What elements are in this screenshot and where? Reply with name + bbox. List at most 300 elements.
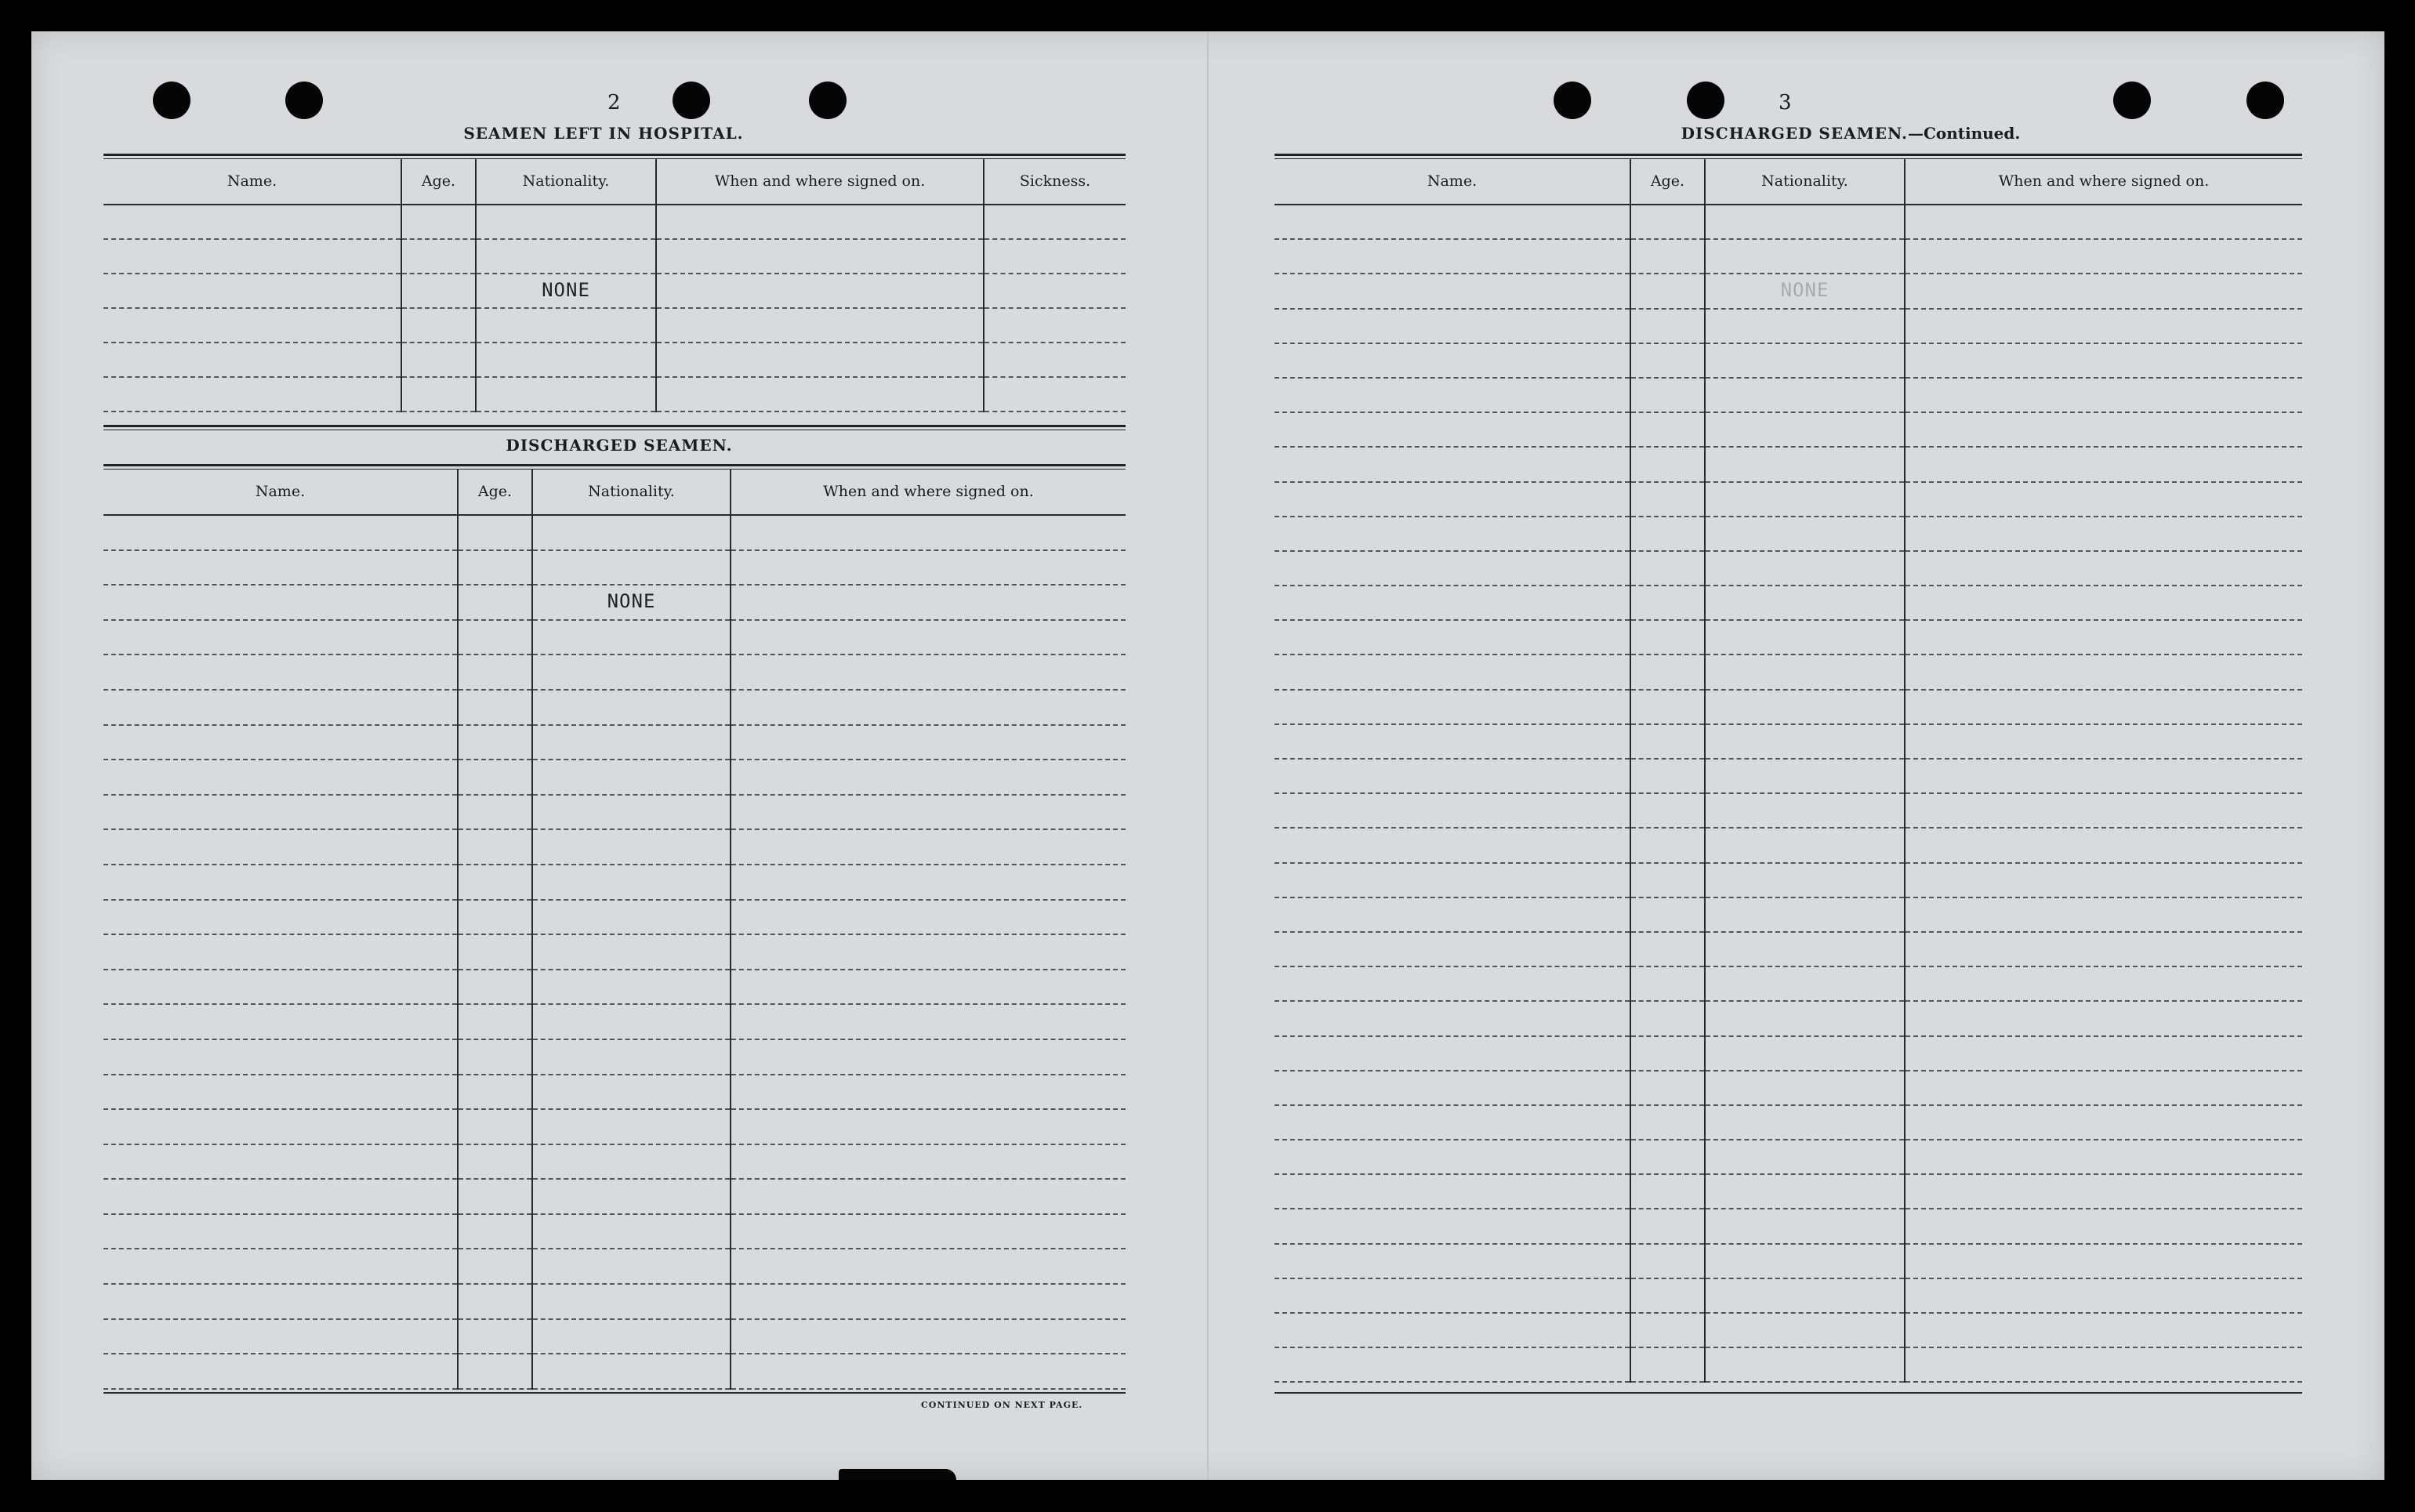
table-cell [1275, 551, 1630, 586]
table-cell [1275, 412, 1630, 447]
table-cell [1705, 690, 1905, 724]
table-row [1275, 412, 2302, 447]
table-cell [1705, 1140, 1905, 1174]
table-cell [1905, 1244, 2302, 1278]
table-cell [1905, 517, 2302, 551]
table-row [1275, 724, 2302, 759]
table-cell [1705, 551, 1905, 586]
table-cell [401, 239, 476, 274]
table-row [1275, 690, 2302, 724]
table-cell [1705, 1347, 1905, 1382]
table-cell [1905, 897, 2302, 932]
table-cell [458, 654, 532, 690]
table-cell [1705, 828, 1905, 862]
table-cell [103, 620, 458, 655]
table-cell [1905, 654, 2302, 689]
table-cell [1705, 966, 1905, 1001]
table-cell [103, 900, 458, 935]
table-cell [532, 1004, 731, 1039]
table-row [1275, 1174, 2302, 1209]
table-cell [731, 970, 1126, 1005]
table-row [1275, 759, 2302, 793]
punch-hole [2246, 82, 2284, 119]
table-row [1275, 343, 2302, 378]
table-row [103, 1039, 1126, 1075]
title-main: DISCHARGED SEAMEN. [1681, 124, 1908, 143]
table-row [103, 654, 1126, 690]
table-cell [1630, 897, 1705, 932]
table-cell [532, 585, 731, 620]
table-cell [1630, 517, 1705, 551]
table-cell [532, 725, 731, 760]
table-cell [1705, 1174, 1905, 1209]
column-header-nationality: Nationality. [1705, 158, 1905, 205]
table-cell [1275, 586, 1630, 620]
table-cell [532, 1214, 731, 1249]
table-cell [1275, 517, 1630, 551]
column-header-age: Age. [458, 469, 532, 515]
table-cell [458, 970, 532, 1005]
table-cell [1905, 828, 2302, 862]
table-row [1275, 274, 2302, 308]
table-cell [532, 1319, 731, 1354]
table-cell [1275, 863, 1630, 897]
discharged-section-title: DISCHARGED SEAMEN. [506, 436, 733, 455]
table-cell [532, 970, 731, 1005]
page-number: 3 [1779, 91, 1792, 114]
title-rule [1275, 154, 2302, 156]
column-header-signed-on: When and where signed on. [1905, 158, 2302, 205]
table-cell [458, 900, 532, 935]
typed-entry: NONE [1780, 279, 1829, 302]
table-cell [103, 550, 458, 586]
table-cell [1705, 759, 1905, 793]
table-cell [1630, 1174, 1705, 1209]
table-row [1275, 378, 2302, 412]
table-cell [1705, 378, 1905, 412]
table-cell [1275, 309, 1630, 343]
table-row [1275, 863, 2302, 897]
table-cell [458, 934, 532, 970]
table-cell [103, 654, 458, 690]
table-row [103, 900, 1126, 935]
table-row [1275, 239, 2302, 274]
table-cell [731, 900, 1126, 935]
table-cell [1275, 1105, 1630, 1140]
table-cell [1275, 1174, 1630, 1209]
table-cell [1705, 517, 1905, 551]
discharged-continued-table [1275, 158, 2302, 1383]
punch-hole [285, 82, 323, 119]
table-cell [458, 1075, 532, 1110]
page-number: 2 [607, 91, 621, 114]
typed-entry: NONE [542, 279, 590, 301]
table-cell [103, 1004, 458, 1039]
table-cell [103, 725, 458, 760]
table-cell [731, 1284, 1126, 1319]
table-cell [1705, 1105, 1905, 1140]
table-cell [401, 274, 476, 308]
title-rule [103, 154, 1126, 156]
column-header-name: Name. [1275, 158, 1630, 205]
table-cell [1630, 1209, 1705, 1243]
column-header-nationality: Nationality. [476, 158, 656, 205]
column-header-nationality: Nationality. [532, 469, 731, 515]
table-cell [458, 1249, 532, 1284]
table-row [103, 1075, 1126, 1110]
table-cell [731, 1144, 1126, 1180]
table-cell [1905, 620, 2302, 654]
table-cell [532, 1354, 731, 1389]
table-cell [103, 1319, 458, 1354]
table-cell [1630, 447, 1705, 481]
table-cell [1275, 897, 1630, 932]
table-cell [1705, 1244, 1905, 1278]
table-cell [458, 725, 532, 760]
column-header-signed-on: When and where signed on. [656, 158, 984, 205]
table-row [1275, 1001, 2302, 1035]
table-row [103, 1249, 1126, 1284]
table-row [103, 377, 1126, 412]
table-cell [103, 795, 458, 830]
table-cell [103, 239, 401, 274]
table-row [103, 934, 1126, 970]
table-cell [103, 205, 401, 239]
table-row [103, 829, 1126, 865]
table-row [1275, 897, 2302, 932]
ledger-sheet [31, 31, 2384, 1480]
table-cell [532, 795, 731, 830]
table-cell [731, 1004, 1126, 1039]
right-page [1208, 31, 2384, 1480]
table-cell [532, 690, 731, 725]
table-cell [1630, 620, 1705, 654]
table-row [103, 970, 1126, 1005]
table-row [103, 725, 1126, 760]
table-cell [103, 377, 401, 412]
table-cell [984, 377, 1126, 412]
binder-tab [839, 1469, 956, 1480]
table-cell [103, 308, 401, 343]
left-page [31, 31, 1207, 1480]
table-cell [1705, 897, 1905, 932]
table-cell [1275, 378, 1630, 412]
table-cell [1905, 1001, 2302, 1035]
table-cell [458, 1354, 532, 1389]
table-row [1275, 1278, 2302, 1313]
table-cell [1630, 932, 1705, 966]
table-cell [731, 865, 1126, 900]
table-cell [103, 1284, 458, 1319]
table-cell [1905, 759, 2302, 793]
table-cell [731, 1075, 1126, 1110]
table-cell [532, 1039, 731, 1075]
table-cell [656, 343, 984, 377]
table-row [103, 690, 1126, 725]
table-cell [1275, 759, 1630, 793]
table-cell [1905, 239, 2302, 274]
table-cell [1275, 828, 1630, 862]
table-cell [1705, 724, 1905, 759]
table-cell [1905, 932, 2302, 966]
table-row [103, 239, 1126, 274]
table-cell [1630, 1036, 1705, 1071]
table-row [1275, 1071, 2302, 1105]
punch-hole [809, 82, 847, 119]
table-cell [1630, 1001, 1705, 1035]
table-cell [1705, 654, 1905, 689]
table-cell [1705, 1036, 1905, 1071]
table-cell [1705, 586, 1905, 620]
table-row [1275, 1140, 2302, 1174]
table-cell [458, 1039, 532, 1075]
table-cell [1275, 1036, 1630, 1071]
table-cell [1905, 1174, 2302, 1209]
table-cell [458, 1319, 532, 1354]
table-cell [1630, 378, 1705, 412]
table-row [1275, 1105, 2302, 1140]
table-cell [458, 1214, 532, 1249]
table-cell [458, 829, 532, 865]
table-cell [1905, 863, 2302, 897]
table-cell [1630, 828, 1705, 862]
table-cell [1275, 343, 1630, 378]
table-cell [1905, 412, 2302, 447]
table-cell [656, 377, 984, 412]
table-cell [1905, 966, 2302, 1001]
column-header-sickness: Sickness. [984, 158, 1126, 205]
table-cell [1905, 1036, 2302, 1071]
table-cell [1630, 482, 1705, 517]
table-cell [1630, 586, 1705, 620]
table-cell [1905, 1209, 2302, 1243]
table-row [103, 620, 1126, 655]
table-cell [532, 550, 731, 586]
table-cell [1705, 1001, 1905, 1035]
table-cell [984, 343, 1126, 377]
table-cell [1905, 378, 2302, 412]
table-cell [1275, 793, 1630, 828]
table-row [103, 585, 1126, 620]
table-cell [401, 205, 476, 239]
bottom-rule [1275, 1392, 2302, 1394]
typed-entry: NONE [607, 590, 656, 613]
table-cell [103, 585, 458, 620]
table-cell [103, 690, 458, 725]
table-cell [476, 343, 656, 377]
table-cell [1630, 205, 1705, 239]
table-cell [103, 1109, 458, 1144]
table-cell [731, 1249, 1126, 1284]
table-cell [103, 970, 458, 1005]
table-row [1275, 1209, 2302, 1243]
table-cell [1630, 1105, 1705, 1140]
table-row [103, 865, 1126, 900]
table-cell [1705, 343, 1905, 378]
table-cell [476, 308, 656, 343]
table-cell [1905, 690, 2302, 724]
table-cell [731, 620, 1126, 655]
table-row [1275, 517, 2302, 551]
table-row [103, 343, 1126, 377]
table-cell [532, 1249, 731, 1284]
table-row [103, 1284, 1126, 1319]
table-cell [1905, 1313, 2302, 1347]
table-cell [458, 515, 532, 550]
table-cell [731, 550, 1126, 586]
table-row [1275, 793, 2302, 828]
table-cell [1275, 1313, 1630, 1347]
table-cell [656, 308, 984, 343]
table-cell [1630, 309, 1705, 343]
table-cell [103, 829, 458, 865]
table-row [1275, 1244, 2302, 1278]
table-cell [532, 1109, 731, 1144]
table-row [1275, 309, 2302, 343]
table-cell [103, 760, 458, 795]
table-row [1275, 1036, 2302, 1071]
table-cell [532, 760, 731, 795]
table-cell [532, 1284, 731, 1319]
punch-hole [1554, 82, 1591, 119]
table-row [1275, 586, 2302, 620]
continued-note: CONTINUED ON NEXT PAGE. [921, 1400, 1083, 1410]
table-cell [1275, 1209, 1630, 1243]
table-cell [1630, 274, 1705, 308]
table-cell [1275, 654, 1630, 689]
table-row [103, 1109, 1126, 1144]
table-cell [1905, 1105, 2302, 1140]
table-cell [532, 654, 731, 690]
table-cell [1275, 1140, 1630, 1174]
table-cell [1705, 793, 1905, 828]
table-cell [458, 550, 532, 586]
table-cell [1905, 309, 2302, 343]
table-cell [1275, 205, 1630, 239]
table-row [103, 308, 1126, 343]
table-cell [532, 900, 731, 935]
table-cell [1275, 966, 1630, 1001]
table-cell [1905, 724, 2302, 759]
table-cell [532, 515, 731, 550]
table-cell [1705, 309, 1905, 343]
punch-hole [1687, 82, 1724, 119]
table-cell [984, 308, 1126, 343]
table-cell [1275, 724, 1630, 759]
table-cell [1630, 1071, 1705, 1105]
table-row [103, 550, 1126, 586]
title-rule [103, 464, 1126, 466]
section-rule [103, 425, 1126, 427]
table-cell [731, 1214, 1126, 1249]
table-cell [1705, 1313, 1905, 1347]
table-cell [1275, 1001, 1630, 1035]
table-cell [458, 1284, 532, 1319]
table-cell [458, 585, 532, 620]
table-cell [103, 1249, 458, 1284]
table-row [103, 205, 1126, 239]
table-cell [1275, 690, 1630, 724]
table-cell [476, 239, 656, 274]
table-cell [1630, 551, 1705, 586]
table-cell [532, 1144, 731, 1180]
table-cell [1905, 343, 2302, 378]
bottom-rule [103, 1392, 1126, 1394]
table-cell [458, 620, 532, 655]
table-cell [1705, 447, 1905, 481]
table-row [103, 1214, 1126, 1249]
table-cell [731, 934, 1126, 970]
table-row [103, 1004, 1126, 1039]
table-cell [458, 760, 532, 795]
table-row [1275, 620, 2302, 654]
table-cell [103, 1039, 458, 1075]
table-row [1275, 828, 2302, 862]
table-row [1275, 482, 2302, 517]
table-cell [731, 795, 1126, 830]
table-cell [1705, 412, 1905, 447]
table-cell [1630, 1140, 1705, 1174]
table-cell [656, 239, 984, 274]
table-cell [1705, 482, 1905, 517]
table-cell [1275, 239, 1630, 274]
table-row [103, 1179, 1126, 1214]
table-cell [532, 1179, 731, 1214]
table-cell [476, 377, 656, 412]
table-cell [1905, 205, 2302, 239]
table-cell [731, 585, 1126, 620]
table-cell [458, 1144, 532, 1180]
punch-hole [153, 82, 190, 119]
title-suffix: —Continued. [1907, 124, 2021, 143]
table-cell [476, 274, 656, 308]
table-cell [458, 865, 532, 900]
table-row [103, 274, 1126, 308]
table-cell [1275, 620, 1630, 654]
table-cell [1630, 412, 1705, 447]
column-header-name: Name. [103, 158, 401, 205]
table-cell [103, 1179, 458, 1214]
table-cell [1905, 793, 2302, 828]
table-cell [532, 1075, 731, 1110]
table-cell [1905, 274, 2302, 308]
hospital-table [103, 158, 1126, 412]
table-cell [1630, 863, 1705, 897]
table-cell [731, 1179, 1126, 1214]
table-cell [1630, 654, 1705, 689]
table-cell [731, 690, 1126, 725]
table-cell [1705, 1071, 1905, 1105]
table-row [1275, 966, 2302, 1001]
table-cell [731, 725, 1126, 760]
table-cell [1275, 1278, 1630, 1313]
table-cell [1905, 1278, 2302, 1313]
table-cell [476, 205, 656, 239]
column-header-name: Name. [103, 469, 458, 515]
table-row [1275, 551, 2302, 586]
table-cell [103, 1354, 458, 1389]
hospital-section-title: SEAMEN LEFT IN HOSPITAL. [463, 124, 744, 143]
table-cell [1905, 551, 2302, 586]
table-cell [103, 1144, 458, 1180]
table-cell [1705, 932, 1905, 966]
table-cell [731, 1109, 1126, 1144]
table-cell [1275, 1244, 1630, 1278]
table-cell [731, 829, 1126, 865]
table-cell [532, 829, 731, 865]
table-cell [1630, 793, 1705, 828]
table-cell [1705, 1278, 1905, 1313]
